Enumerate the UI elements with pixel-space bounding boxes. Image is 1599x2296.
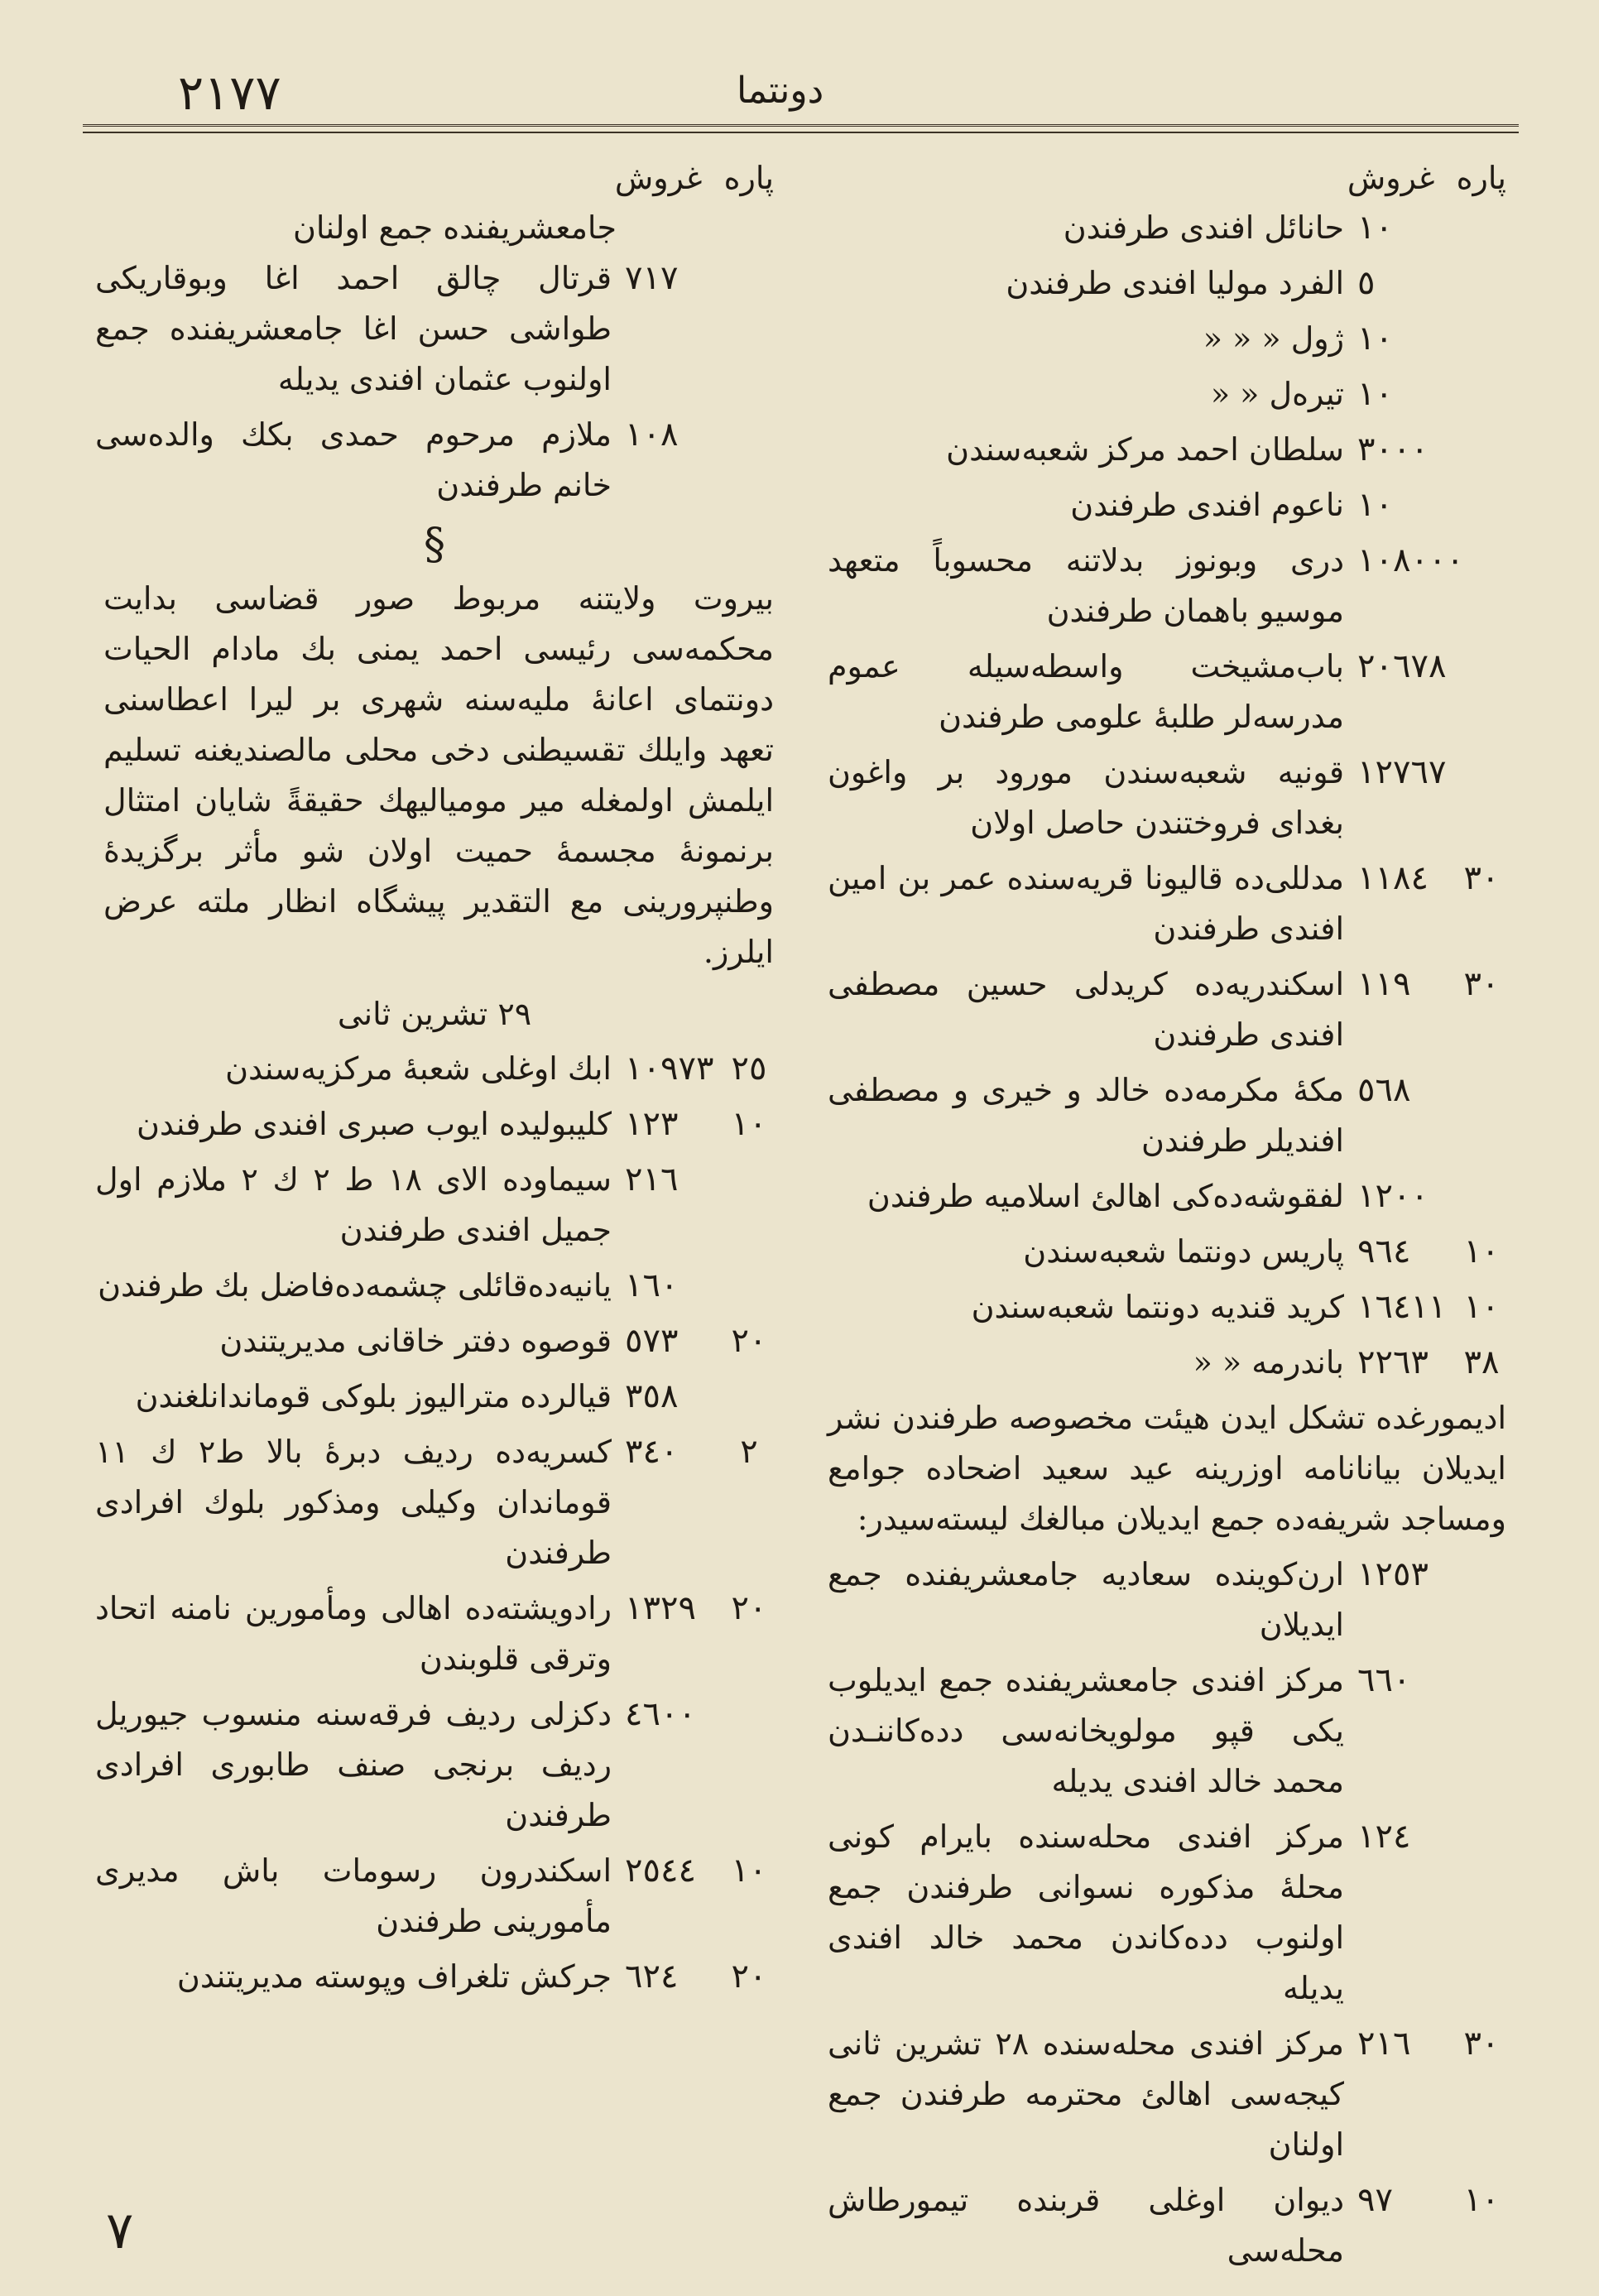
donation-row: [95, 1155, 774, 1256]
donation-row: [828, 203, 1506, 253]
donation-row: [95, 1044, 774, 1094]
donation-row: [95, 1846, 774, 1947]
donor-description: ديوان اوغلی قربنده تيمورطاش محله‌سی: [828, 2182, 1344, 2269]
donation-row: [828, 536, 1506, 636]
donor-description: رادويشته‌ده اهالی ومأمورين نامنه اتحاد وترقی قلوبندن: [95, 1590, 612, 1677]
donation-row: [95, 1099, 774, 1150]
donation-row: [95, 1316, 774, 1367]
donation-row: [828, 1282, 1506, 1333]
donation-row: [95, 1427, 774, 1578]
kurus-amount: ٦٦۰: [1357, 1661, 1411, 1699]
continued-text: جامعشريفنده جمع اولنان: [292, 209, 617, 246]
signature-mark: ۷: [106, 2200, 134, 2260]
donation-row: [828, 747, 1506, 848]
kurus-amount: ۱٦۰: [625, 1266, 679, 1304]
donor-description: کليبوليده ايوب صبری افندی طرفندن: [136, 1106, 612, 1142]
para-amount: ۱۰: [731, 1852, 767, 1890]
donation-row: [828, 480, 1506, 531]
kurus-amount: ۱۲۳: [625, 1105, 679, 1143]
para-header: پاره: [1456, 160, 1506, 196]
para-amount: ۲۰: [731, 1589, 767, 1627]
column-header: [828, 153, 1506, 203]
notice-paragraph: اديمورغده تشکل ايدن هيئت مخصوصه طرفندن نشر ايديلان بيانانامه اوزرينه عيد سعيد اضحاده جوامع ومساجد شريفه‌ده جمع ايديلان مبالغك ليسته‌سيدر:: [828, 1400, 1506, 1537]
donor-description: سلطان احمد مرکز شعبه‌سندن: [946, 431, 1344, 468]
running-title: دونتما: [737, 70, 824, 112]
kurus-amount: ۱۳۲۹: [625, 1589, 696, 1627]
donor-description: مکهٔ مکرمه‌ده خالد و خيری و مصطفی افنديلر طرفندن: [828, 1072, 1344, 1159]
para-amount: ۲: [740, 1433, 758, 1471]
donor-description: قرتال چالق احمد اغا وبوقاريکی طواشی حسن اغا جامعشريفنده جمع اولنوب عثمان افندی يديله: [95, 260, 612, 397]
donor-description: قونيه شعبه‌سندن مورود بر واغون بغدای فروختندن حاصل اولان: [828, 754, 1344, 841]
donor-description: کريد قنديه دونتما شعبه‌سندن: [971, 1289, 1344, 1325]
donation-row: [828, 1549, 1506, 1650]
announcement-paragraph: بيروت ولايتنه مربوط صور قضاسی بدايت محکمه‌سی رئيسی احمد يمنی بك مادام الحيات دونتمای اعانهٔ مليه‌سنه شهری بر ليرا اعطاسنی تعهد وايلك تقسيطنی دخی محلی مالصنديغنه تسليم ايلمش اولمغله مير موميالیهك حقيقةً شايان امتثال برنمونهٔ مجسمهٔ حميت اولان شو مأثر برگزيدهٔ وطنپرورينی مع التقدير پيشگاه انظار ملته عرض ايلرز.: [103, 580, 774, 970]
kurus-amount: ۱۲٤: [1357, 1818, 1411, 1856]
para-amount: ۲۰: [731, 1957, 767, 1996]
donor-description: جرکش تلغراف وپوسته مديريتندن: [176, 1958, 612, 1995]
kurus-amount: ۱۰۸۰۰۰: [1357, 541, 1464, 579]
right-column: [828, 153, 1506, 2281]
kurus-amount: ۱۲٥۳: [1357, 1555, 1429, 1593]
donor-description: لفقوشه‌ده‌کی اهالئ اسلاميه طرفندن: [867, 1178, 1344, 1214]
donor-description: حانائل افندی طرفندن: [1063, 209, 1344, 246]
para-amount: ۲۰: [731, 1322, 767, 1360]
column-header: [95, 153, 774, 203]
kurus-amount: ۱۰: [1357, 375, 1393, 413]
kurus-amount: ۱۱۹: [1357, 965, 1411, 1003]
donation-list: [828, 203, 1506, 1388]
donation-row: [95, 410, 774, 511]
donation-row: [828, 1812, 1506, 2014]
kurus-amount: ۱۰: [1357, 486, 1393, 524]
donor-description: باب‌مشيخت واسطه‌سيله عموم مدرسه‌لر طلبهٔ علومی طرفندن: [828, 648, 1344, 735]
date-line: ۲۹ تشرين ثانی: [337, 996, 532, 1032]
kurus-amount: ۱۰۹۷۳: [625, 1050, 714, 1088]
kurus-amount: ۲۰٦۷۸: [1357, 647, 1447, 685]
donor-description: پاريس دونتما شعبه‌سندن: [1023, 1233, 1344, 1270]
donor-description: يانيه‌ده‌قائلی چشمه‌ده‌فاضل بك طرفندن: [98, 1267, 612, 1304]
kurus-amount: ٥۷۳: [625, 1322, 679, 1360]
kurus-amount: ۹٦٤: [1357, 1232, 1411, 1270]
donation-row: [828, 853, 1506, 954]
para-amount: ۳۰: [1463, 2025, 1500, 2063]
donor-description: باندرمه « «: [1193, 1344, 1344, 1381]
donation-row: [95, 1261, 774, 1311]
kurus-amount: ۱۰: [1357, 319, 1393, 358]
section-mark: §: [424, 520, 445, 569]
kurus-amount: ٦۲٤: [625, 1957, 679, 1996]
para-amount: ۱۰: [1463, 1232, 1500, 1270]
kurus-amount: ۳۰۰۰: [1357, 430, 1429, 468]
donor-description: مدللی‌ده قاليونا قريه‌سنده عمر بن امين افندی طرفندن: [828, 860, 1344, 947]
kurus-amount: ۷۱۷: [625, 259, 679, 297]
para-amount: ۳۰: [1463, 859, 1500, 897]
donor-description: ناعوم افندی طرفندن: [1070, 487, 1344, 523]
donation-row: [828, 1338, 1506, 1388]
left-column: [95, 153, 774, 2007]
para-amount: ۲٥: [731, 1050, 767, 1088]
donation-list: [828, 1549, 1506, 2276]
para-amount: ۱۰: [1463, 1288, 1500, 1326]
donor-description: ارن‌کوينده سعاديه جامعشريفنده جمع ايديلان: [828, 1556, 1344, 1643]
kurus-amount: ۱۰: [1357, 209, 1393, 247]
donor-description: تیره‌ل « «: [1210, 376, 1344, 412]
kurus-amount: ۳٤۰: [625, 1433, 679, 1471]
donation-row: [828, 1655, 1506, 1807]
para-amount: ۳۸: [1463, 1343, 1500, 1381]
donor-description: مرکز افندی محله‌سنده بايرام کونی محلهٔ مذکوره نسوانی طرفندن جمع اولنوب دده‌کاندن محمد خالد افندی يديله: [828, 1818, 1344, 2006]
kurus-amount: ۱۲۷٦۷: [1357, 753, 1447, 791]
donor-description: مرکز افندی محله‌سنده ۲۸ تشرين ثانی کيجه‌سی اهالئ محترمه طرفندن جمع اولنان: [828, 2025, 1344, 2163]
donation-list: [95, 253, 774, 511]
header-rule: [83, 124, 1519, 133]
donation-row: [828, 258, 1506, 309]
donation-row: [95, 253, 774, 405]
kurus-amount: ۲۱٦: [1357, 2025, 1411, 2063]
kurus-amount: ۹۷: [1357, 2181, 1393, 2219]
donation-row: [828, 425, 1506, 475]
donation-row: [828, 641, 1506, 742]
donor-description: اسکندريه‌ده کريدلی حسين مصطفی افندی طرفندن: [828, 966, 1344, 1053]
kurus-amount: ۲۱٦: [625, 1160, 679, 1198]
kurus-amount: ٤٦۰۰: [625, 1695, 696, 1733]
donation-row: [828, 1227, 1506, 1277]
donor-description: ژول « « «: [1203, 320, 1344, 357]
donor-description: الفرد موليا افندی طرفندن: [1006, 265, 1344, 301]
donor-description: درى وبونوز بدلاتنه محسوباً متعهد موسيو باهمان طرفندن: [828, 542, 1344, 629]
donor-description: اسکندرون رسومات باش مديری مأمورينی طرفندن: [95, 1852, 612, 1939]
para-amount: ۳۰: [1463, 965, 1500, 1003]
donation-row: [828, 314, 1506, 364]
donor-description: ابك اوغلی شعبهٔ مرکزيه‌سندن: [225, 1050, 612, 1087]
donor-description: کسريه‌ده رديف دبرهٔ بالا ط۲ ك ۱۱ قوماندان وکيلی ومذکور بلوك افرادی طرفندن: [95, 1434, 612, 1571]
kurus-amount: ۳٥۸: [625, 1377, 679, 1415]
donation-list: [95, 1044, 774, 2002]
para-header: پاره: [723, 160, 774, 196]
page-number: ۲۱۷۷: [178, 65, 281, 121]
donation-row: [828, 1171, 1506, 1222]
donor-description: قوصوه دفتر خاقانی مديريتندن: [219, 1323, 612, 1359]
donation-row: [828, 2175, 1506, 2276]
donor-description: سيماوده الای ۱۸ ط ۲ ك ۲ ملازم اول جميل افندی طرفندن: [95, 1161, 612, 1248]
kurus-amount: ۲٥٤٤: [625, 1852, 696, 1890]
donation-row: [828, 369, 1506, 420]
donor-description: قيالرده مترالیوز بلوکی قوماندانلغندن: [135, 1378, 612, 1415]
kurus-header: غروش: [614, 160, 703, 196]
donor-description: مرکز افندی جامعشريفنده جمع ايديلوب يکی قپو مولويخانه‌سی دده‌کاننـدن محمد خالد افندی يديله: [828, 1662, 1344, 1799]
donation-row: [828, 959, 1506, 1060]
donation-row: [828, 2019, 1506, 2170]
kurus-amount: ٥: [1357, 264, 1376, 302]
kurus-amount: ۱۰۸: [625, 415, 679, 454]
donation-row: [95, 1952, 774, 2002]
kurus-amount: ٥٦۸: [1357, 1071, 1411, 1109]
kurus-header: غروش: [1347, 160, 1435, 196]
donation-row: [95, 1689, 774, 1841]
kurus-amount: ۱۱۸٤: [1357, 859, 1429, 897]
kurus-amount: ۲۲٦۳: [1357, 1343, 1429, 1381]
donor-description: ملازم مرحوم حمدی بکك والده‌سی خانم طرفندن: [95, 416, 612, 503]
kurus-amount: ۱٦٤۱۱: [1357, 1288, 1447, 1326]
para-amount: ۱۰: [731, 1105, 767, 1143]
donation-row: [828, 1065, 1506, 1166]
donor-description: دکزلی رديف فرقه‌سنه منسوب جيوريل رديف برنجی صنف طابوری افرادی طرفندن: [95, 1696, 612, 1833]
donation-row: [95, 1371, 774, 1422]
kurus-amount: ۱۲۰۰: [1357, 1177, 1429, 1215]
donation-row: [95, 1583, 774, 1684]
para-amount: ۱۰: [1463, 2181, 1500, 2219]
